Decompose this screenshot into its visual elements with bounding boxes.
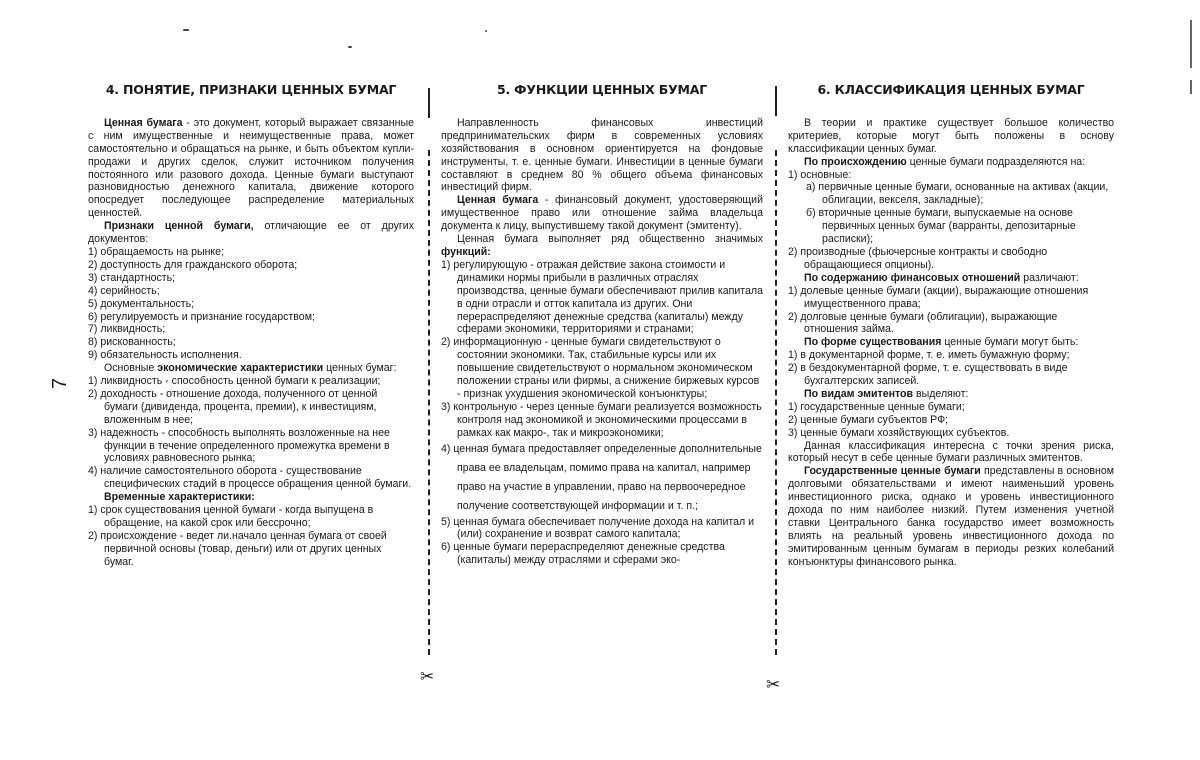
list-item: 2) производные (фьючерсные контракты и свободно обращающиеся опционы).	[788, 245, 1048, 271]
form-heading: По форме существования ценные бумаги могут быть:	[804, 336, 1079, 349]
column-securities-concept	[88, 84, 414, 569]
list-item: 1) государственные ценные бумаги;	[788, 400, 965, 413]
list-item: 1) регулирующую - отражая действие закона стоимости и динамики нормы прибыли в различных отраслях производства, ценные бумаги обеспечивают прилив капитала в одни отрасли и отток капитала из других. Они перераспределяют денежные средства (капиталы) между сферами экономики, территориями и странами;	[441, 258, 763, 336]
scissors-icon: ✂	[766, 675, 781, 694]
sub-list-item: б) вторичные ценные бумаги, выпускаемые на основе первичных ценных бумаг (варранты, депозитарные расписки);	[806, 207, 1076, 246]
list-item: 7) ликвидность;	[88, 323, 166, 336]
list-item: 2) происхождение - ведет ли.начало ценная бумага от своей первичной основы (товар, деньги) или от других ценных бумаг.	[88, 529, 387, 568]
list-item: 2) доходность - отношение дохода, полученного от ценной бумаги (дивиденда, процента, премии), к инвестициям, вложенным в нее;	[88, 387, 378, 426]
section-title: 4. ПОНЯТИЕ, ПРИЗНАКИ ЦЕННЫХ БУМАГ	[105, 82, 397, 97]
list-item: 6) ценные бумаги перераспределяют денежные средства (капиталы) между отраслями и сферами эко-	[441, 541, 725, 567]
sub-list-item: а) первичные ценные бумаги, основанные на активах (акции, облигации, векселя, закладные);	[806, 181, 1109, 207]
list-item: 1) срок существования ценной бумаги - когда выпущена в обращение, на какой срок или бессрочно;	[88, 504, 374, 529]
issuer-heading: По видам эмитентов выделяют:	[804, 387, 969, 400]
list-item: 2) доступность для гражданского оборота;	[88, 258, 298, 271]
econ-heading: Основные экономические характеристики ценных бумаг:	[104, 362, 397, 375]
scan-speck	[348, 46, 352, 48]
column-separator	[428, 88, 430, 118]
intro-paragraph: В теории и практике существует большое количество критериев, которые могут быть положены в основу классификации ценных бумаг.	[788, 116, 1114, 155]
list-item: 3) надежность - способность выполнять возложенные на нее функции в течение определенного промежутка времени в условиях равновесного рынка;	[88, 426, 390, 465]
list-item: 1) ликвидность - способность ценной бумаги к реализации;	[88, 375, 381, 388]
functions-heading: Ценная бумага выполняет ряд общественно значимых функций:	[441, 233, 763, 258]
list-item: 3) ценные бумаги хозяйствующих субъектов.	[788, 426, 1010, 439]
definition-paragraph: Ценная бумага - финансовый документ, удостоверяющий имущественное право или отношение займа владельца документа к лицу, выпустившему такой документ (эмитенту).	[441, 194, 763, 233]
page-margin-mark: 7	[49, 377, 72, 390]
list-item: 2) долговые ценные бумаги (облигации), выражающие отношения займа.	[788, 310, 1058, 336]
edge-mark	[1190, 20, 1192, 68]
signs-heading: Признаки ценной бумаги, отличающие ее от других документов:	[88, 220, 415, 246]
edge-mark	[1190, 80, 1192, 94]
list-item: 4) наличие самостоятельного оборота - существование специфических стадий в процессе обращения ценной бумаги.	[88, 465, 412, 491]
column-separator	[428, 150, 430, 655]
list-item: 1) обращаемость на рынке;	[88, 245, 225, 258]
section-title: 6. КЛАССИФИКАЦИЯ ЦЕННЫХ БУМАГ	[817, 82, 1085, 97]
intro-paragraph: Ценная бумага - это документ, который выражает связанные с ним имущественные и неимущественные права, может самостоятельно и обращаться на рынке, и быть объектом купли-продажи и других сделок, служит источником получения постоянного или разового дохода. Ценные бумаги выступают разновидностью денежного капитала, движение которого опосредует последующее распределение материальных ценностей.	[88, 116, 415, 220]
origin-heading: По происхождению ценные бумаги подразделяются на:	[804, 155, 1086, 168]
risk-paragraph: Данная классификация интересна с точки зрения риска, который несут в себе ценные бумаги различных эмитентов.	[788, 439, 1114, 465]
list-item: 4) ценная бумага предоставляет определенные дополнительные права ее владельцам, помимо права на капитал, например право на участие в управлении, право на первоочередное получение соответствующей информации и т. п.;	[441, 442, 762, 512]
list-item: 3) стандартность;	[88, 271, 176, 284]
list-item: 1) долевые ценные бумаги (акции), выражающие отношения имущественного права;	[788, 284, 1089, 310]
list-item: 2) ценные бумаги субъектов РФ;	[788, 413, 949, 426]
list-item: 6) регулируемость и признание государством;	[88, 310, 315, 323]
column-separator	[775, 150, 777, 655]
section-title: 5. ФУНКЦИИ ЦЕННЫХ БУМАГ	[496, 82, 708, 97]
list-item: 1) основные:	[788, 168, 852, 181]
government-securities-paragraph: Государственные ценные бумаги представлены в основном долговыми обязательствами и имеют наименьший уровень инвестиционного риска, однако и уровень инвестиционного дохода по ним наиболее низкий. Путем изменения учетной ставки Центрального банка государство имеет возможность влиять на реальный уровень инвестиционного дохода по эмитированным ценным бумагам в периоды резких колебаний конъюнктуры финансового рынка.	[788, 465, 1114, 568]
list-item: 9) обязательность исполнения.	[88, 349, 242, 362]
column-separator	[775, 86, 777, 116]
list-item: 5) ценная бумага обеспечивает получение дохода на капитал и (или) сохранение и возврат самого капитала;	[441, 515, 755, 541]
list-item: 3) контрольную - через ценные бумаги реализуется возможность контроля над экономикой и экономическими процессами в рамках как макро-, так и микроэкономики;	[441, 400, 762, 439]
list-item: 2) информационную - ценные бумаги свидетельствуют о состоянии экономики. Так, стабильные курсы или их повышение свидетельствуют о нормальном экономическом положении страны или фирмы, а снижение биржевых курсов - признак ухудшения экономической конъюнктуры;	[441, 336, 760, 400]
intro-paragraph: Направленность финансовых инвестиций предпринимательских фирм в современных условиях хозяйствования в основном ориентируется на фондовые инструменты, т. е. ценные бумаги. Инвестиции в ценные бумаги составляют в среднем 80 % общего объема финансовых инвестиций фирм.	[441, 116, 763, 194]
column-securities-functions	[441, 84, 763, 567]
list-item: 8) рискованность;	[88, 336, 176, 349]
list-item: 1) в документарной форме, т. е. иметь бумажную форму;	[788, 349, 1070, 362]
column-securities-classification	[788, 84, 1114, 569]
scan-speck	[485, 30, 487, 32]
content-heading: По содержанию финансовых отношений различают:	[804, 271, 1079, 284]
scan-speck	[183, 29, 189, 31]
list-item: 2) в бездокументарной форме, т. е. существовать в виде бухгалтерских записей.	[788, 362, 1068, 388]
list-item: 4) серийность;	[88, 284, 160, 297]
temporal-heading: Временные характеристики:	[104, 491, 255, 504]
scissors-icon: ✂	[420, 667, 435, 686]
list-item: 5) документальность;	[88, 297, 195, 310]
